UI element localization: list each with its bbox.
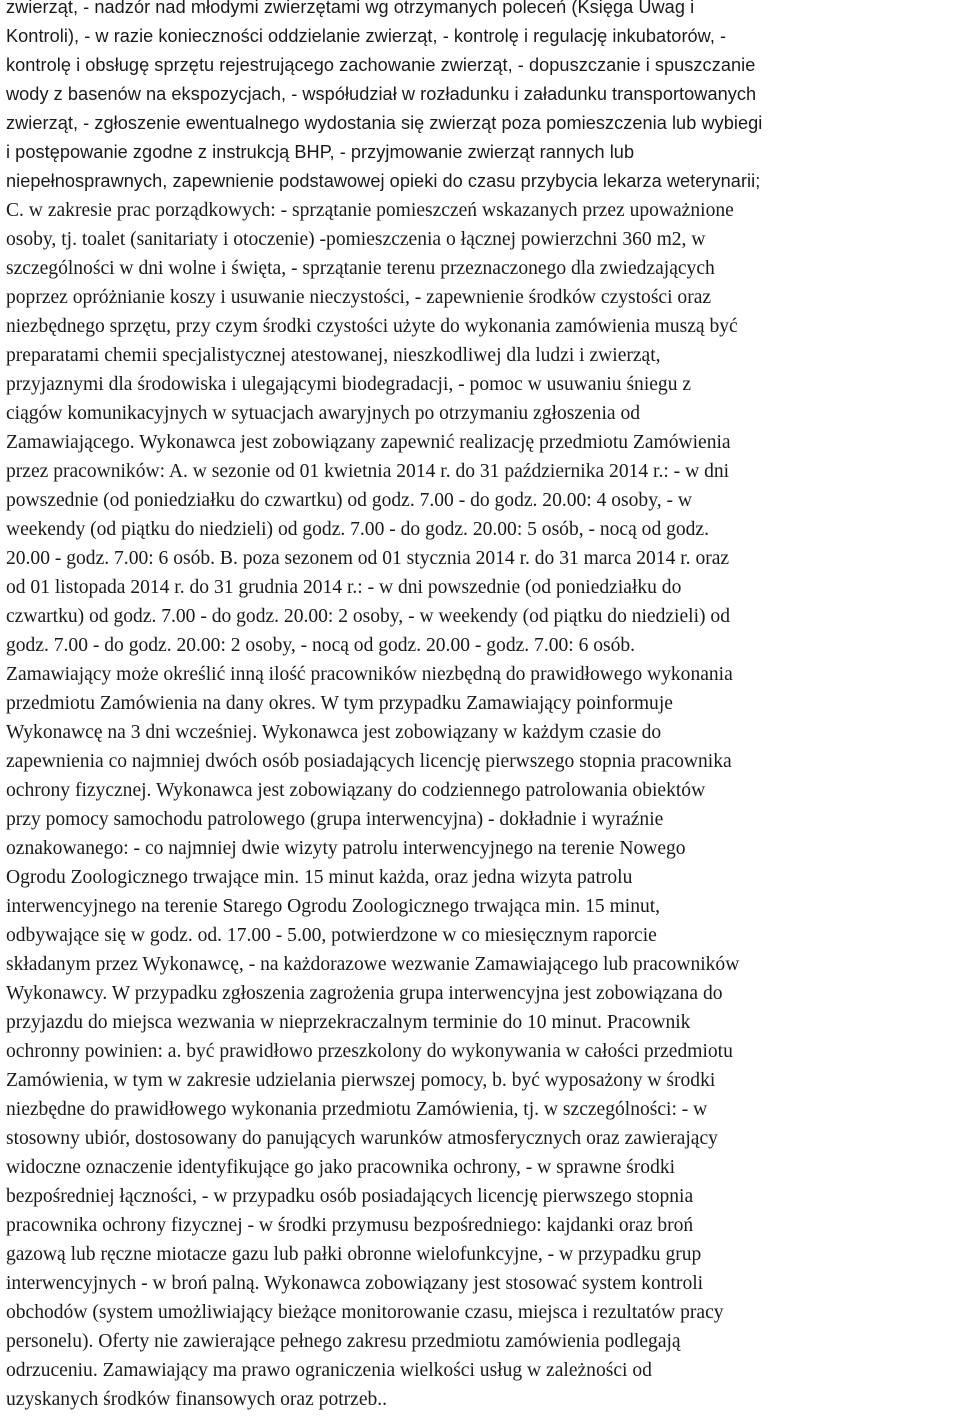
document-text-line: Wykonawcy. W przypadku zgłoszenia zagrożenia grupa interwencyjna jest zobowiązana do	[6, 983, 723, 1004]
document-text-line: niepełnosprawnych, zapewnienie podstawowej opieki do czasu przybycia lekarza weterynarii;	[6, 171, 761, 191]
document-text-line: kontrolę i obsługę sprzętu rejestrującego zachowanie zwierząt, - dopuszczanie i spuszczanie	[6, 55, 756, 75]
document-text-line: czwartku) od godz. 7.00 - do godz. 20.00: 2 osoby, - w weekendy (od piątku do niedzieli) od	[6, 606, 730, 627]
document-text-line: personelu). Oferty nie zawierające pełnego zakresu przedmiotu zamówienia podlegają	[6, 1331, 681, 1352]
document-text-line: 20.00 - godz. 7.00: 6 osób. B. poza sezonem od 01 stycznia 2014 r. do 31 marca 2014 r. oraz	[6, 548, 730, 569]
document-text-line: Kontroli), - w razie konieczności oddzielanie zwierząt, - kontrolę i regulację inkubatorów, -	[6, 26, 727, 46]
document-text-line: ciągów komunikacyjnych w sytuacjach awaryjnych po otrzymaniu zgłoszenia od	[6, 403, 640, 424]
document-text-line: przyjazdu do miejsca wezwania w nieprzekraczalnym terminie do 10 minut. Pracownik	[6, 1012, 691, 1033]
document-text-line: Wykonawcę na 3 dni wcześniej. Wykonawca jest zobowiązany w każdym czasie do	[6, 722, 662, 743]
document-text-line: obchodów (system umożliwiający bieżące monitorowanie czasu, miejsca i rezultatów pracy	[6, 1302, 724, 1323]
document-text-line: C. w zakresie prac porządkowych: - sprzątanie pomieszczeń wskazanych przez upoważnione	[6, 200, 734, 221]
document-body	[6, 0, 956, 1414]
document-text-line: Zamawiającego. Wykonawca jest zobowiązany zapewnić realizację przedmiotu Zamówienia	[6, 432, 731, 453]
document-text-line: Ogrodu Zoologicznego trwające min. 15 minut każda, oraz jedna wizyta patrolu	[6, 867, 633, 888]
document-text-line: Zamówienia, w tym w zakresie udzielania pierwszej pomocy, b. być wyposażony w środki	[6, 1070, 716, 1091]
document-text-line: przyjaznymi dla środowiska i ulegającymi biodegradacji, - pomoc w usuwaniu śniegu z	[6, 374, 692, 395]
document-text-line: interwencyjnych - w broń palną. Wykonawca zobowiązany jest stosować system kontroli	[6, 1273, 704, 1294]
document-text-line: szczególności w dni wolne i święta, - sprzątanie terenu przeznaczonego dla zwiedzających	[6, 258, 715, 279]
document-text-line: od 01 listopada 2014 r. do 31 grudnia 2014 r.: - w dni powszednie (od poniedziałku do	[6, 577, 682, 598]
document-text-line: poprzez opróżnianie koszy i usuwanie nieczystości, - zapewnienie środków czystości oraz	[6, 287, 712, 308]
document-text-line: uzyskanych środków finansowych oraz potrzeb..	[6, 1389, 388, 1410]
document-text-line: Zamawiający może określić inną ilość pracowników niezbędną do prawidłowego wykonania	[6, 664, 733, 685]
document-text-line: zwierząt, - nadzór nad młodymi zwierzętami wg otrzymanych poleceń (Księga Uwag i	[6, 0, 695, 17]
document-text-line: powszednie (od poniedziałku do czwartku) od godz. 7.00 - do godz. 20.00: 4 osoby, - w	[6, 490, 692, 511]
document-text-line: godz. 7.00 - do godz. 20.00: 2 osoby, - nocą od godz. 20.00 - godz. 7.00: 6 osób.	[6, 635, 636, 656]
document-text-line: zwierząt, - zgłoszenie ewentualnego wydostania się zwierząt poza pomieszczenia lub wybiegi	[6, 113, 763, 133]
document-text-line: pracownika ochrony fizycznej - w środki przymusu bezpośredniego: kajdanki oraz broń	[6, 1215, 694, 1236]
document-text-line: weekendy (od piątku do niedzieli) od godz. 7.00 - do godz. 20.00: 5 osób, - nocą od godz.	[6, 519, 709, 540]
document-text-line: i postępowanie zgodne z instrukcją BHP, - przyjmowanie zwierząt rannych lub	[6, 142, 635, 162]
document-text-line: gazową lub ręczne miotacze gazu lub pałki obronne wielofunkcyjne, - w przypadku grup	[6, 1244, 702, 1265]
document-text-line: ochronny powinien: a. być prawidłowo przeszkolony do wykonywania w całości przedmiotu	[6, 1041, 733, 1062]
document-text-line: składanym przez Wykonawcę, - na każdorazowe wezwanie Zamawiającego lub pracowników	[6, 954, 740, 975]
document-text-line: oznakowanego: - co najmniej dwie wizyty patrolu interwencyjnego na terenie Nowego	[6, 838, 686, 859]
document-text-line: odrzuceniu. Zamawiający ma prawo ograniczenia wielkości usług w zależności od	[6, 1360, 652, 1381]
document-text-line: przedmiotu Zamówienia na dany okres. W tym przypadku Zamawiający poinformuje	[6, 693, 673, 714]
document-text-line: widoczne oznaczenie identyfikujące go jako pracownika ochrony, - w sprawne środki	[6, 1157, 676, 1178]
document-text-line: interwencyjnego na terenie Starego Ogrodu Zoologicznego trwająca min. 15 minut,	[6, 896, 661, 917]
document-text-line: przy pomocy samochodu patrolowego (grupa interwencyjna) - dokładnie i wyraźnie	[6, 809, 664, 830]
document-text-line: niezbędnego sprzętu, przy czym środki czystości użyte do wykonania zamówienia muszą być	[6, 316, 738, 337]
document-text-line: odbywające się w godz. od. 17.00 - 5.00, potwierdzone w co miesięcznym raporcie	[6, 925, 657, 946]
document-text-line: stosowny ubiór, dostosowany do panujących warunków atmosferycznych oraz zawierający	[6, 1128, 718, 1149]
document-text-line: wody z basenów na ekspozycjach, - współudział w rozładunku i załadunku transportowanych	[6, 84, 757, 104]
document-text-line: preparatami chemii specjalistycznej atestowanej, nieszkodliwej dla ludzi i zwierząt,	[6, 345, 661, 366]
document-text-line: przez pracowników: A. w sezonie od 01 kwietnia 2014 r. do 31 października 2014 r.: - w dni	[6, 461, 730, 482]
document-text-line: zapewnienia co najmniej dwóch osób posiadających licencję pierwszego stopnia pracownika	[6, 751, 732, 772]
document-text-line: bezpośredniej łączności, - w przypadku osób posiadających licencję pierwszego stopnia	[6, 1186, 694, 1207]
document-text-line: niezbędne do prawidłowego wykonania przedmiotu Zamówienia, tj. w szczególności: - w	[6, 1099, 708, 1120]
document-text-line: ochrony fizycznej. Wykonawca jest zobowiązany do codziennego patrolowania obiektów	[6, 780, 706, 801]
document-text-line: osoby, tj. toalet (sanitariaty i otoczenie) -pomieszczenia o łącznej powierzchni 360 m2, w	[6, 229, 706, 250]
